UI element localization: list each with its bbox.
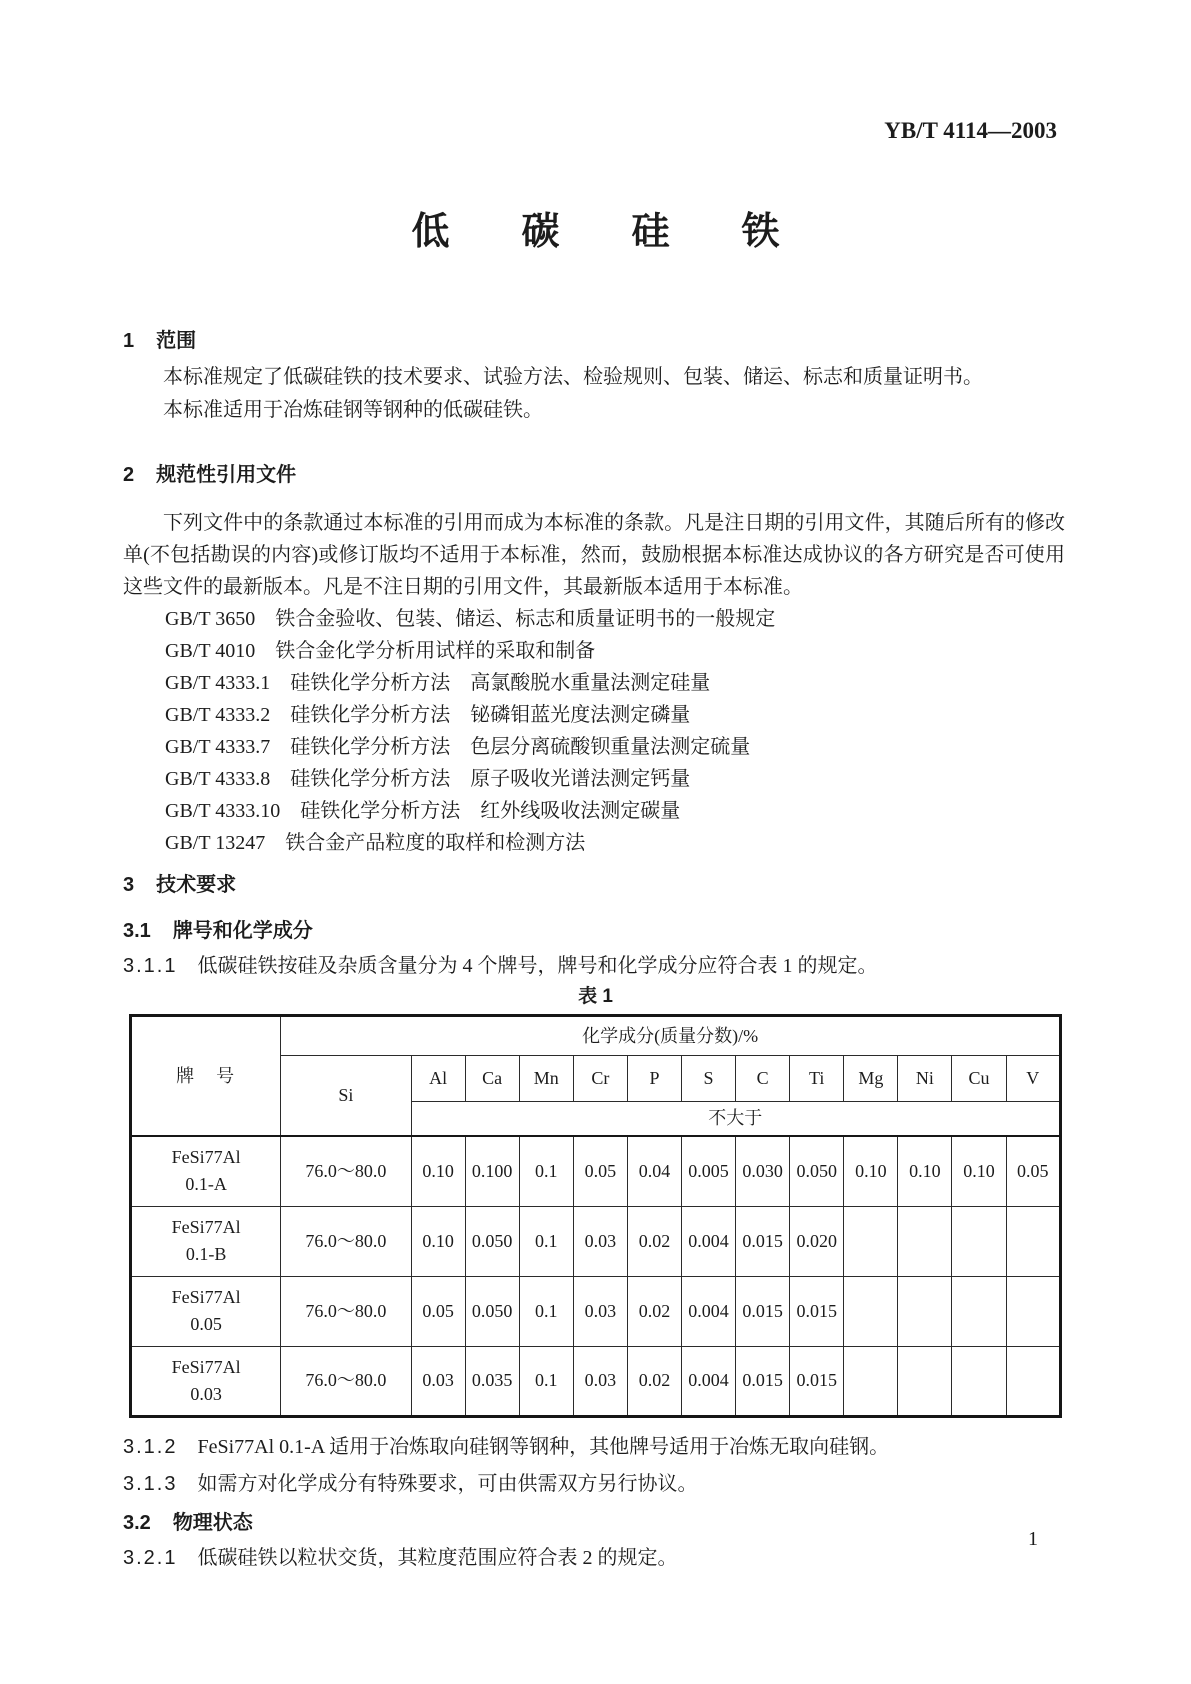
col-header-element: Al: [411, 1056, 465, 1102]
reference-list: [123, 603, 1065, 859]
value-cell: 0.004: [682, 1346, 736, 1416]
col-header-element: V: [1006, 1056, 1060, 1102]
value-cell: [898, 1346, 952, 1416]
table-caption: 表 1: [578, 986, 613, 1007]
document-body: [123, 327, 1065, 1575]
col-header-element: P: [627, 1056, 681, 1102]
clause-3-1-2: [123, 1431, 1065, 1464]
section-heading-physical-state: [123, 1509, 1065, 1537]
clause-number: 3.1.1: [123, 955, 178, 977]
col-header-element: Mn: [519, 1056, 573, 1102]
value-cell: 0.03: [573, 1276, 627, 1346]
brand-cell: FeSi77Al 0.1-B: [131, 1206, 281, 1276]
value-cell: 0.004: [682, 1206, 736, 1276]
value-cell: 0.03: [411, 1346, 465, 1416]
col-header-element: Cu: [952, 1056, 1006, 1102]
col-header-element: S: [682, 1056, 736, 1102]
value-cell: 0.050: [465, 1276, 519, 1346]
col-header-element: Ca: [465, 1056, 519, 1102]
value-cell: [1006, 1346, 1060, 1416]
brand-cell: FeSi77Al 0.05: [131, 1276, 281, 1346]
value-cell: 0.050: [465, 1206, 519, 1276]
value-cell: 0.015: [736, 1206, 790, 1276]
standard-number: YB/T 4114—2003: [884, 118, 1057, 143]
col-header-composition: 化学成分(质量分数)/%: [281, 1016, 1061, 1056]
value-cell: [1006, 1276, 1060, 1346]
value-cell: 0.04: [627, 1136, 681, 1206]
clause-text: 低碳硅铁按硅及杂质含量分为 4 个牌号，牌号和化学成分应符合表 1 的规定。: [197, 955, 878, 977]
paragraph: 本标准适用于冶炼硅钢等钢种的低碳硅铁。: [163, 399, 543, 421]
clause-number: 3.2.1: [123, 1546, 178, 1569]
clause-number: 3.1.2: [123, 1435, 178, 1458]
section-title: 物理状态: [172, 1511, 253, 1534]
section-number: 3.1: [123, 920, 151, 942]
value-cell: [844, 1346, 898, 1416]
value-cell: 0.10: [411, 1206, 465, 1276]
section-number: 3: [123, 874, 135, 896]
value-cell: 0.030: [736, 1136, 790, 1206]
clause-3-2-1: [123, 1542, 1065, 1575]
section-heading-technical-requirements: [123, 871, 1065, 899]
value-cell: 0.015: [790, 1276, 844, 1346]
si-cell: 76.0～80.0: [281, 1206, 411, 1276]
value-cell: 0.1: [519, 1346, 573, 1416]
paragraph: 下列文件中的条款通过本标准的引用而成为本标准的条款。凡是注日期的引用文件，其随后所有的修改单(不包括勘误的内容)或修订版均不适用于本标准，然而，鼓励根据本标准达成协议的各方研究是否可使用这些文件的最新版本。凡是不注日期的引用文件，其最新版本适用于本标准。: [123, 512, 1065, 598]
value-cell: 0.05: [411, 1276, 465, 1346]
value-cell: 0.015: [736, 1276, 790, 1346]
composition-table: [129, 1014, 1062, 1418]
col-header-brand: 牌 号: [131, 1016, 281, 1137]
section-number: 2: [123, 464, 135, 486]
section-title: 规范性引用文件: [156, 464, 297, 486]
clause-number: 3.1.3: [123, 1472, 178, 1495]
section-heading-brands-composition: [123, 917, 1065, 945]
table-row: [131, 1276, 1061, 1346]
value-cell: 0.015: [790, 1346, 844, 1416]
si-cell: 76.0～80.0: [281, 1276, 411, 1346]
value-cell: 0.10: [411, 1136, 465, 1206]
value-cell: [1006, 1206, 1060, 1276]
col-header-si: Si: [281, 1056, 411, 1137]
value-cell: [898, 1276, 952, 1346]
value-cell: [952, 1206, 1006, 1276]
reference-item: GB/T 4333.1 硅铁化学分析方法 高氯酸脱水重量法测定硅量: [165, 672, 711, 694]
reference-item: GB/T 13247 铁合金产品粒度的取样和检测方法: [165, 832, 586, 854]
clause-3-1-3: [123, 1468, 1065, 1501]
value-cell: 0.05: [573, 1136, 627, 1206]
section-title: 牌号和化学成分: [172, 920, 313, 942]
col-header-element: C: [736, 1056, 790, 1102]
table-row: [131, 1136, 1061, 1206]
section-number: 3.2: [123, 1511, 151, 1534]
value-cell: 0.10: [952, 1136, 1006, 1206]
reference-item: GB/T 4010 铁合金化学分析用试样的采取和制备: [165, 640, 596, 662]
value-cell: [952, 1276, 1006, 1346]
value-cell: 0.10: [898, 1136, 952, 1206]
reference-item: GB/T 4333.7 硅铁化学分析方法 色层分离硫酸钡重量法测定硫量: [165, 736, 751, 758]
value-cell: 0.100: [465, 1136, 519, 1206]
reference-item: GB/T 4333.10 硅铁化学分析方法 红外线吸收法测定碳量: [165, 800, 681, 822]
value-cell: 0.004: [682, 1276, 736, 1346]
reference-item: GB/T 4333.2 硅铁化学分析方法 铋磷钼蓝光度法测定磷量: [165, 704, 691, 726]
section-heading-normative-refs: [123, 461, 1065, 489]
si-cell: 76.0～80.0: [281, 1346, 411, 1416]
value-cell: 0.050: [790, 1136, 844, 1206]
clause-text: 如需方对化学成分有特殊要求，可由供需双方另行协议。: [197, 1472, 698, 1495]
value-cell: 0.1: [519, 1206, 573, 1276]
value-cell: [844, 1206, 898, 1276]
page-number: 1: [1028, 1528, 1038, 1550]
reference-item: GB/T 3650 铁合金验收、包装、储运、标志和质量证明书的一般规定: [165, 608, 776, 630]
col-header-element: Cr: [573, 1056, 627, 1102]
table-row: [131, 1346, 1061, 1416]
value-cell: 0.05: [1006, 1136, 1060, 1206]
value-cell: 0.02: [627, 1276, 681, 1346]
section-title: 范围: [156, 330, 197, 352]
value-cell: 0.02: [627, 1206, 681, 1276]
brand-cell: FeSi77Al 0.03: [131, 1346, 281, 1416]
value-cell: 0.10: [844, 1136, 898, 1206]
value-cell: 0.015: [736, 1346, 790, 1416]
clause-text: FeSi77Al 0.1-A 适用于冶炼取向硅钢等钢种，其他牌号适用于冶炼无取向硅钢。: [197, 1435, 890, 1458]
col-header-element: Ti: [790, 1056, 844, 1102]
value-cell: 0.03: [573, 1206, 627, 1276]
paragraph: 本标准规定了低碳硅铁的技术要求、试验方法、检验规则、包装、储运、标志和质量证明书。: [163, 366, 983, 388]
value-cell: 0.035: [465, 1346, 519, 1416]
col-header-element: Mg: [844, 1056, 898, 1102]
value-cell: 0.020: [790, 1206, 844, 1276]
value-cell: 0.1: [519, 1136, 573, 1206]
section-number: 1: [123, 330, 135, 352]
clause-text: 低碳硅铁以粒状交货，其粒度范围应符合表 2 的规定。: [197, 1546, 678, 1569]
reference-item: GB/T 4333.8 硅铁化学分析方法 原子吸收光谱法测定钙量: [165, 768, 691, 790]
col-header-not-greater-than: 不大于: [411, 1102, 1060, 1137]
value-cell: 0.02: [627, 1346, 681, 1416]
si-cell: 76.0～80.0: [281, 1136, 411, 1206]
section-heading-scope: [123, 327, 1065, 355]
table-row: [131, 1206, 1061, 1276]
value-cell: [844, 1276, 898, 1346]
section-title: 技术要求: [156, 874, 237, 896]
col-header-element: Ni: [898, 1056, 952, 1102]
page-title: 低碳硅铁: [411, 211, 852, 253]
value-cell: 0.03: [573, 1346, 627, 1416]
value-cell: 0.1: [519, 1276, 573, 1346]
brand-cell: FeSi77Al 0.1-A: [131, 1136, 281, 1206]
value-cell: [898, 1206, 952, 1276]
clause-3-1-1: [123, 950, 1065, 983]
value-cell: [952, 1346, 1006, 1416]
value-cell: 0.005: [682, 1136, 736, 1206]
